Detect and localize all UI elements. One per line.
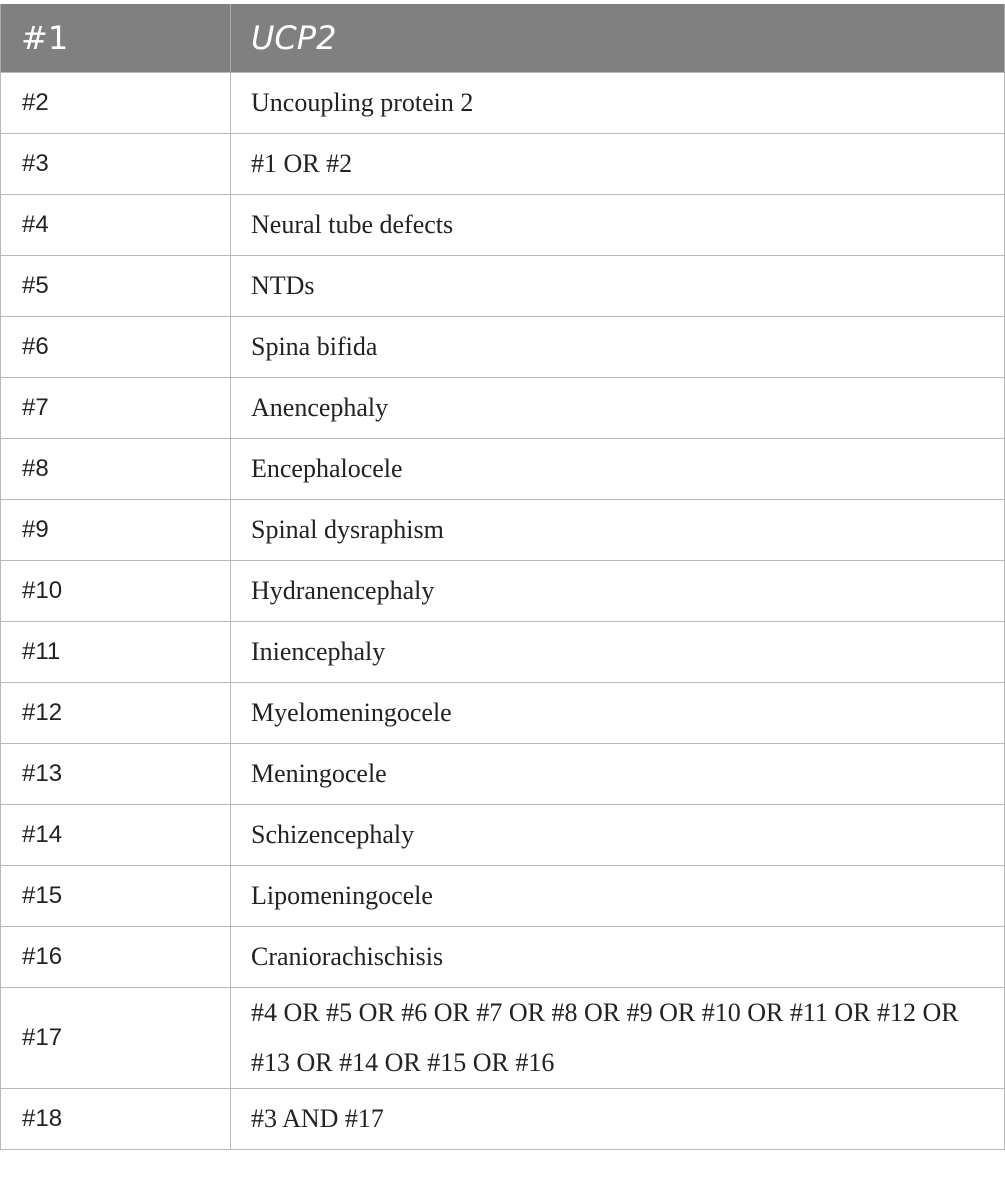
table-row <box>1 683 1005 744</box>
row-term-cell: #4 OR #5 OR #6 OR #7 OR #8 OR #9 OR #10 OR #11 OR #12 OR #13 OR #14 OR #15 OR #16 <box>231 988 1005 1089</box>
row-id-cell: #10 <box>1 561 231 622</box>
table-row <box>1 866 1005 927</box>
table-row <box>1 378 1005 439</box>
header-id-cell: #1 <box>1 4 231 73</box>
row-id-cell: #17 <box>1 988 231 1089</box>
table-body <box>1 73 1005 1150</box>
row-term-cell: Anencephaly <box>231 378 1005 439</box>
row-id-cell: #9 <box>1 500 231 561</box>
row-id-cell: #4 <box>1 195 231 256</box>
row-term-cell: Meningocele <box>231 744 1005 805</box>
row-id-cell: #15 <box>1 866 231 927</box>
row-id-cell: #7 <box>1 378 231 439</box>
row-id-cell: #12 <box>1 683 231 744</box>
row-term-cell: Encephalocele <box>231 439 1005 500</box>
table-row <box>1 256 1005 317</box>
table-row <box>1 195 1005 256</box>
table-header <box>1 4 1005 73</box>
row-id-cell: #18 <box>1 1089 231 1150</box>
table-row <box>1 134 1005 195</box>
table-row <box>1 744 1005 805</box>
table-row <box>1 927 1005 988</box>
row-term-cell: #1 OR #2 <box>231 134 1005 195</box>
row-term-cell: Myelomeningocele <box>231 683 1005 744</box>
row-id-cell: #13 <box>1 744 231 805</box>
row-id-cell: #14 <box>1 805 231 866</box>
row-id-cell: #2 <box>1 73 231 134</box>
row-id-cell: #8 <box>1 439 231 500</box>
row-term-cell: #3 AND #17 <box>231 1089 1005 1150</box>
row-term-cell: Spina bifida <box>231 317 1005 378</box>
row-term-cell: Craniorachischisis <box>231 927 1005 988</box>
row-term-cell: Spinal dysraphism <box>231 500 1005 561</box>
table-row <box>1 500 1005 561</box>
header-term-cell: UCP2 <box>231 4 1005 73</box>
table-row <box>1 988 1005 1089</box>
row-id-cell: #11 <box>1 622 231 683</box>
table-row <box>1 73 1005 134</box>
table-row <box>1 805 1005 866</box>
table-row <box>1 561 1005 622</box>
row-term-cell: NTDs <box>231 256 1005 317</box>
table-row <box>1 317 1005 378</box>
row-term-cell: Schizencephaly <box>231 805 1005 866</box>
table-row <box>1 622 1005 683</box>
row-term-cell: Hydranencephaly <box>231 561 1005 622</box>
row-id-cell: #16 <box>1 927 231 988</box>
header-row <box>1 4 1005 73</box>
row-id-cell: #3 <box>1 134 231 195</box>
row-id-cell: #6 <box>1 317 231 378</box>
search-strategy-table <box>0 4 1005 1150</box>
row-term-cell: Lipomeningocele <box>231 866 1005 927</box>
row-term-cell: Uncoupling protein 2 <box>231 73 1005 134</box>
row-term-cell: Neural tube defects <box>231 195 1005 256</box>
row-term-cell: Iniencephaly <box>231 622 1005 683</box>
row-id-cell: #5 <box>1 256 231 317</box>
table-row <box>1 1089 1005 1150</box>
table-row <box>1 439 1005 500</box>
